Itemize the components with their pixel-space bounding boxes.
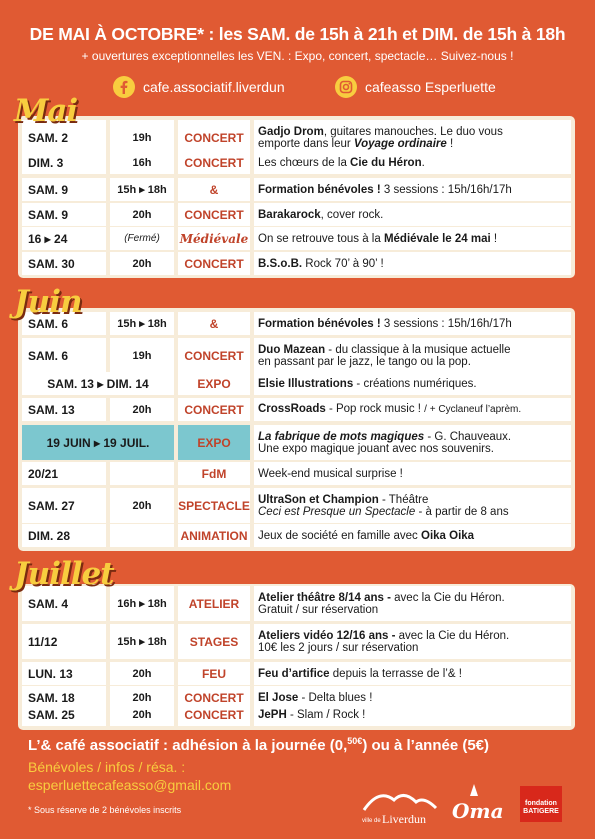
facebook-icon (113, 76, 135, 98)
event-row (22, 227, 571, 250)
event-description: UltraSon et Champion - Théâtre Ceci est Presque un Spectacle - à partir de 8 ans (254, 488, 571, 523)
fondation-logo: fondation BATIGERE (520, 786, 562, 822)
event-date: 19 JUIN ▸ 19 JUIL. (22, 425, 174, 460)
event-time (110, 524, 174, 547)
facebook-handle: cafe.associatif.liverdun (143, 79, 285, 95)
month-title-juillet: Juillet (14, 556, 114, 592)
event-time: 20h (110, 203, 174, 226)
event-row (22, 524, 571, 547)
event-row-highlighted (22, 425, 571, 460)
event-category: CONCERT (178, 704, 250, 726)
event-date: SAM. 27 (22, 488, 106, 523)
svg-text:Liverdun: Liverdun (382, 812, 426, 826)
contact-label: Bénévoles / infos / résa. : (28, 759, 186, 775)
event-date: 16 ▸ 24 (22, 227, 106, 250)
event-date: SAM. 18 (22, 686, 106, 709)
event-category: STAGES (178, 624, 250, 659)
month-title-mai: Mai (14, 93, 78, 129)
header-extra: + ouvertures exceptionnelles les VEN. : Expo, concert, spectacle… Suivez-nous ! (81, 49, 514, 63)
event-time: 20h (110, 686, 174, 709)
event-time: 20h (110, 488, 174, 523)
event-description: Formation bénévoles ! 3 sessions : 15h/16h/17h (254, 178, 571, 201)
event-description: El Jose - Delta blues ! (254, 686, 571, 709)
event-description: Feu d’artifice depuis la terrasse de l’& ! (254, 662, 571, 685)
event-time: 19h (110, 338, 174, 373)
event-category: CONCERT (178, 686, 250, 709)
event-category: ATELIER (178, 586, 250, 621)
event-time (110, 462, 174, 485)
event-description: Elsie Illustrations - créations numériques. (254, 372, 571, 395)
event-date: LUN. 13 (22, 662, 106, 685)
event-date: DIM. 3 (22, 151, 106, 174)
event-description: Duo Mazean - du classique à la musique actuelle en passant par le jazz, le tango ou la pop. (254, 338, 571, 373)
instagram-link[interactable] (335, 76, 496, 98)
event-time: 16h ▸ 18h (110, 586, 174, 621)
event-date: SAM. 6 (22, 312, 106, 335)
month-title-juin: Juin (14, 284, 82, 320)
event-description: B.S.o.B. Rock 70’ à 90’ ! (254, 252, 571, 275)
event-row (22, 662, 571, 685)
event-time: 15h ▸ 18h (110, 624, 174, 659)
event-description: JePH - Slam / Rock ! (254, 704, 571, 726)
event-category: CONCERT (178, 338, 250, 373)
event-time: 19h (110, 120, 174, 155)
juillet-card (18, 584, 575, 730)
oma-logo (444, 780, 504, 830)
juin-card (18, 308, 575, 551)
header-schedule: DE MAI À OCTOBRE* : les SAM. de 15h à 21h et DIM. de 15h à 18h (29, 24, 566, 44)
event-time: 16h (110, 151, 174, 174)
svg-text:Oma: Oma (452, 799, 504, 823)
event-category: FdM (178, 462, 250, 485)
contact-email[interactable]: esperluettecafeasso@gmail.com (28, 777, 232, 793)
event-time: 20h (110, 662, 174, 685)
event-row (22, 704, 571, 726)
event-time: 20h (110, 252, 174, 275)
mai-card (18, 116, 575, 278)
event-row (22, 312, 571, 335)
event-date: SAM. 30 (22, 252, 106, 275)
event-date: SAM. 9 (22, 203, 106, 226)
event-category: CONCERT (178, 120, 250, 155)
event-category: FEU (178, 662, 250, 685)
event-row (22, 338, 571, 373)
event-category: ANIMATION (178, 524, 250, 547)
event-description: Gadjo Drom, guitares manouches. Le duo vous emporte dans leur Voyage ordinaire ! (254, 120, 571, 155)
event-description: Barakarock, cover rock. (254, 203, 571, 226)
event-description: Ateliers vidéo 12/16 ans - avec la Cie du Héron. 10€ les 2 jours / sur réservation (254, 624, 571, 659)
event-time: 15h ▸ 18h (110, 178, 174, 201)
event-date: SAM. 13 (22, 398, 106, 421)
event-description: Jeux de société en famille avec Oika Oika (254, 524, 571, 547)
instagram-icon (335, 76, 357, 98)
event-row (22, 151, 571, 174)
event-date: SAM. 13 ▸ DIM. 14 (22, 372, 174, 395)
facebook-link[interactable] (113, 76, 285, 98)
instagram-handle: cafeasso Esperluette (365, 79, 496, 95)
event-date: SAM. 6 (22, 338, 106, 373)
event-row (22, 624, 571, 659)
event-description: CrossRoads - Pop rock music ! / + Cyclaneuf l’aprèm. (254, 398, 571, 421)
event-time: (Fermé) (110, 227, 174, 250)
event-time: 20h (110, 398, 174, 421)
event-date: 20/21 (22, 462, 106, 485)
footnote: * Sous réserve de 2 bénévoles inscrits (28, 805, 182, 815)
event-row (22, 178, 571, 201)
event-row (22, 372, 571, 395)
event-category: & (178, 178, 250, 201)
event-description: On se retrouve tous à la Médiévale le 24 mai ! (254, 227, 571, 250)
event-category: CONCERT (178, 151, 250, 174)
event-description: Week-end musical surprise ! (254, 462, 571, 485)
event-row (22, 120, 571, 155)
event-description: Atelier théâtre 8/14 ans - avec la Cie du Héron. Gratuit / sur réservation (254, 586, 571, 621)
event-category: CONCERT (178, 398, 250, 421)
event-description: Les chœurs de la Cie du Héron. (254, 151, 571, 174)
social-links (0, 76, 595, 100)
event-row (22, 398, 571, 421)
event-date: DIM. 28 (22, 524, 106, 547)
event-row (22, 462, 571, 485)
event-row (22, 488, 571, 523)
event-description: La fabrique de mots magiques - G. Chauveaux. Une expo magique jouant avec nos souvenirs. (254, 425, 571, 460)
event-date: SAM. 2 (22, 120, 106, 155)
liverdun-logo (354, 780, 444, 830)
event-date: SAM. 4 (22, 586, 106, 621)
event-description: Formation bénévoles ! 3 sessions : 15h/16h/17h (254, 312, 571, 335)
contact-info (28, 758, 231, 794)
membership-info: L’& café associatif : adhésion à la journée (0,$^{50€}$) ou à l’année (5€) (28, 736, 490, 754)
event-date: SAM. 25 (22, 704, 106, 726)
svg-text:ville de: ville de (362, 818, 381, 824)
event-category: & (178, 312, 250, 335)
event-category: CONCERT (178, 203, 250, 226)
event-category: EXPO (178, 425, 250, 460)
event-time: 20h (110, 704, 174, 726)
header (0, 24, 595, 63)
event-time: 15h ▸ 18h (110, 312, 174, 335)
event-row (22, 203, 571, 226)
event-category: Médiévale (178, 227, 250, 250)
event-row (22, 252, 571, 275)
event-date: SAM. 9 (22, 178, 106, 201)
event-category: EXPO (178, 372, 250, 395)
event-category: CONCERT (178, 252, 250, 275)
event-category: SPECTACLE (178, 488, 250, 523)
event-date: 11/12 (22, 624, 106, 659)
